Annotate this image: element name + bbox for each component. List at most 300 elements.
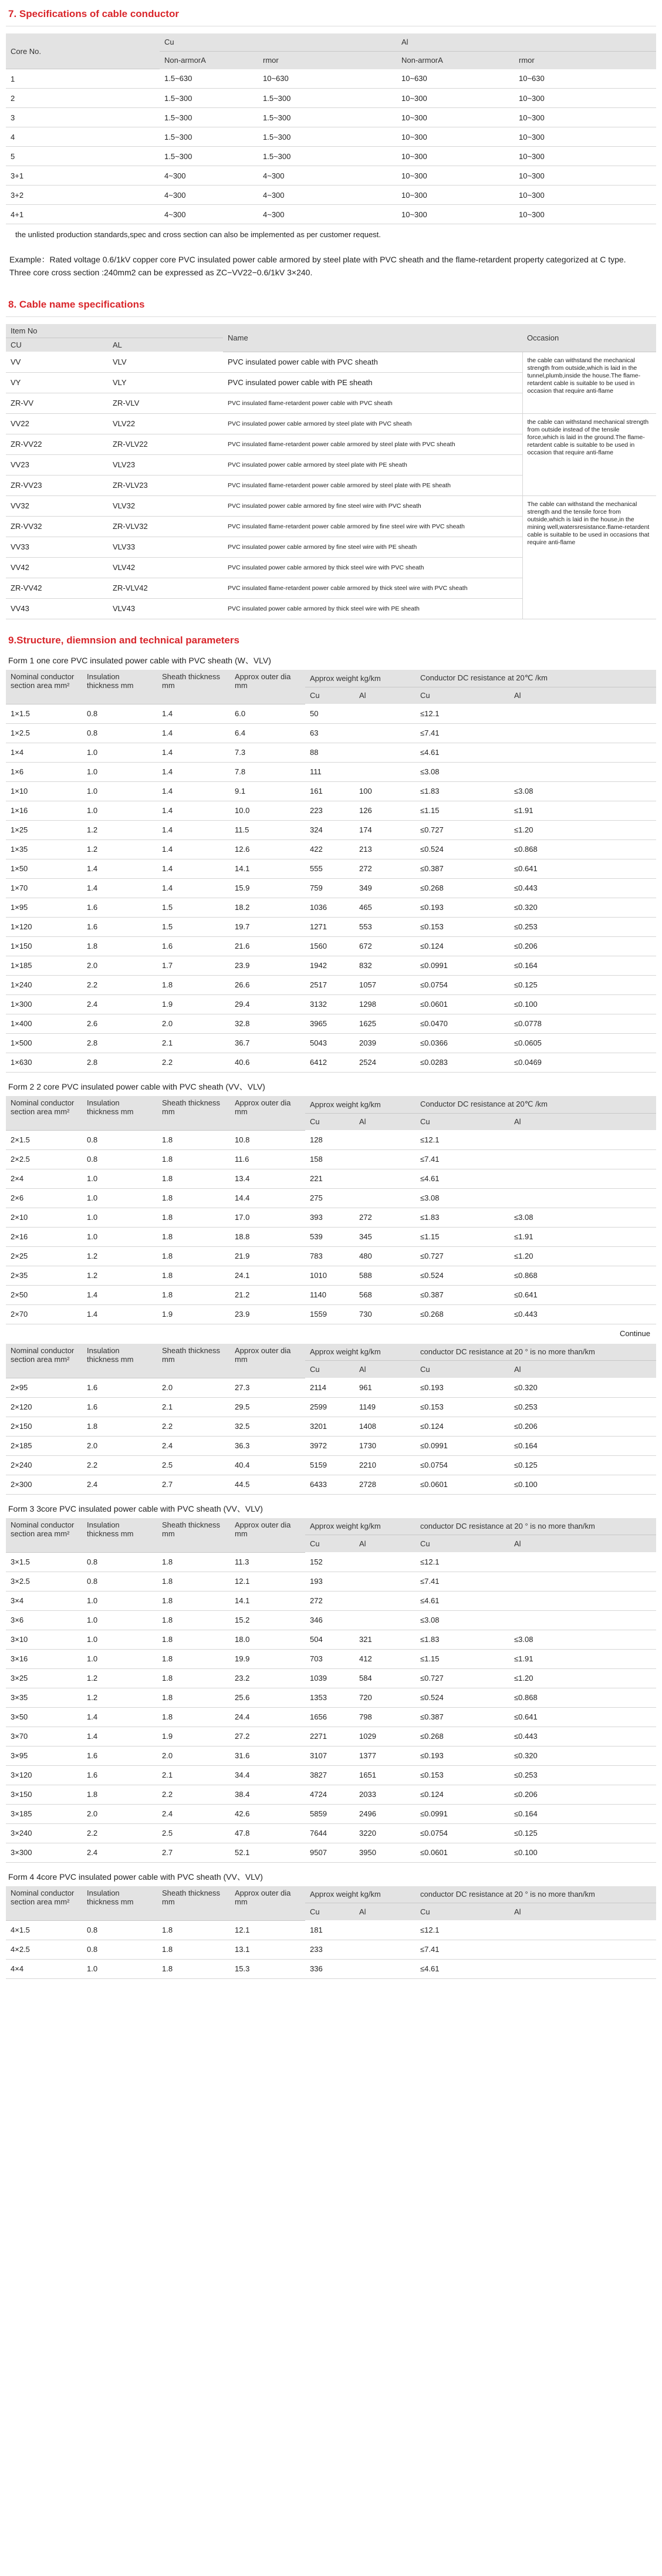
- table-cell: 3972: [305, 1436, 354, 1455]
- table-cell: 1.0: [82, 801, 157, 820]
- table-cell: 1.4: [82, 1285, 157, 1304]
- table-cell: ≤0.125: [509, 975, 656, 994]
- table-cell: [509, 1572, 656, 1591]
- table-cell: 11.6: [230, 1149, 305, 1169]
- table-cell: 12.6: [230, 839, 305, 859]
- table-cell: PVC insulated power cable with PVC sheath: [223, 352, 522, 372]
- table-cell: 29.4: [230, 994, 305, 1014]
- table-cell: 2.0: [82, 956, 157, 975]
- table-cell: 2×35: [6, 1266, 82, 1285]
- table-cell: 10~630: [258, 69, 397, 89]
- table-row: [6, 1959, 656, 1978]
- table-cell: ≤1.83: [416, 781, 509, 801]
- table-cell: 1.5~300: [160, 147, 258, 166]
- table-cell: ≤0.0754: [416, 1455, 509, 1475]
- col-sheath: Sheath thickness mm: [157, 1344, 230, 1378]
- table-row: [6, 975, 656, 994]
- col-weight-al: Al: [354, 1903, 416, 1920]
- table-cell: [354, 1169, 416, 1188]
- table-cell: 2×25: [6, 1246, 82, 1266]
- table-cell: VLY: [108, 372, 223, 393]
- table-cell: VY: [6, 372, 108, 393]
- table-row: [6, 69, 656, 89]
- table-cell: 1×10: [6, 781, 82, 801]
- table-cell: 1.4: [157, 859, 230, 878]
- table-cell: 1.0: [82, 1649, 157, 1668]
- col-res-cu: Cu: [416, 687, 509, 704]
- col-section-area: Nominal conductor section area mm²: [6, 1096, 82, 1131]
- table-cell: ≤0.153: [416, 1397, 509, 1417]
- table-cell: 158: [305, 1149, 354, 1169]
- table-cell: 2.2: [157, 1785, 230, 1804]
- table-cell: 18.0: [230, 1630, 305, 1649]
- table-cell: 10~300: [514, 127, 656, 147]
- table-cell: VLV43: [108, 598, 223, 619]
- table-cell: 1.5~300: [160, 127, 258, 147]
- table-cell: 3×10: [6, 1630, 82, 1649]
- table-cell: 233: [305, 1940, 354, 1959]
- table-row: [6, 801, 656, 820]
- table-cell: ≤4.61: [416, 1959, 509, 1978]
- table-cell: 2210: [354, 1455, 416, 1475]
- table-cell: 10~300: [397, 166, 514, 186]
- table-cell: ≤0.320: [509, 1746, 656, 1765]
- table-cell: 1.9: [157, 1304, 230, 1324]
- table-cell: 1.4: [82, 1707, 157, 1727]
- table-cell: 2496: [354, 1804, 416, 1823]
- table-cell: PVC insulated flame-retardent power cable armored by fine steel wire with PVC sheath: [223, 516, 522, 537]
- table-cell: ≤0.0605: [509, 1033, 656, 1053]
- table-cell: 15.3: [230, 1959, 305, 1978]
- table-cell: 3×4: [6, 1591, 82, 1610]
- table-cell: 3201: [305, 1417, 354, 1436]
- table-cell: 1.0: [82, 1610, 157, 1630]
- cable-name-body: [6, 352, 656, 619]
- table-cell: 0.8: [82, 1920, 157, 1940]
- table-cell: ≤7.41: [416, 723, 509, 743]
- col-item-no: Item No: [6, 324, 223, 338]
- table-cell: ZR-VV22: [6, 434, 108, 454]
- col-outer-dia: Approx outer dia mm: [230, 670, 305, 704]
- col-insulation: Insulation thickness mm: [82, 670, 157, 704]
- table-row: [6, 1285, 656, 1304]
- table-row: [6, 1765, 656, 1785]
- table-cell: 63: [305, 723, 354, 743]
- col-res-cu: Cu: [416, 1361, 509, 1378]
- table-cell: 480: [354, 1246, 416, 1266]
- table-cell: 2599: [305, 1397, 354, 1417]
- table-cell: [354, 704, 416, 723]
- table-cell: ≤1.91: [509, 801, 656, 820]
- table-cell: 9.1: [230, 781, 305, 801]
- table-cell: 1.6: [82, 1765, 157, 1785]
- table-cell: 1.4: [157, 878, 230, 898]
- table-cell: 2×185: [6, 1436, 82, 1455]
- example-line-1: Example：Rated voltage 0.6/1kV copper core PVC insulated power cable armored by steel plate with PVC sheath and the flame-retardent property categorized at C type.: [9, 255, 626, 264]
- table-cell: 12.1: [230, 1572, 305, 1591]
- table-cell: 1×50: [6, 859, 82, 878]
- table-cell: 2×50: [6, 1285, 82, 1304]
- table-cell: 0.8: [82, 1572, 157, 1591]
- table-cell: ≤0.206: [509, 1785, 656, 1804]
- table-cell: ≤0.0470: [416, 1014, 509, 1033]
- table-row: [6, 781, 656, 801]
- table-cell: 1.6: [82, 917, 157, 936]
- table-cell: ≤0.0601: [416, 994, 509, 1014]
- table-cell: 3965: [305, 1014, 354, 1033]
- table-cell: 1.8: [157, 1572, 230, 1591]
- table-cell: 4~300: [258, 166, 397, 186]
- table-cell: 3107: [305, 1746, 354, 1765]
- table-cell: 21.2: [230, 1285, 305, 1304]
- form-2-continued-table: [6, 1344, 656, 1495]
- table-cell: PVC insulated flame-retardent power cable armored by steel plate with PE sheath: [223, 475, 522, 495]
- table-cell: PVC insulated flame-retardent power cable armored by thick steel wire with PVC sheath: [223, 578, 522, 598]
- table-cell: 720: [354, 1688, 416, 1707]
- table-cell: [354, 723, 416, 743]
- table-cell: 223: [305, 801, 354, 820]
- table-cell: 1.0: [82, 1227, 157, 1246]
- table-cell: 2.0: [157, 1746, 230, 1765]
- table-cell: 193: [305, 1572, 354, 1591]
- table-cell: 27.3: [230, 1378, 305, 1397]
- table-cell: 1651: [354, 1765, 416, 1785]
- table-cell: 32.8: [230, 1014, 305, 1033]
- section-9-title: 9.Structure, diemnsion and technical parameters: [8, 634, 239, 646]
- table-cell: ≤0.868: [509, 1266, 656, 1285]
- table-cell: 2.0: [157, 1014, 230, 1033]
- table-cell: ≤0.0754: [416, 975, 509, 994]
- table-cell: VV22: [6, 413, 108, 434]
- table-cell: 2.5: [157, 1455, 230, 1475]
- table-row: [6, 1707, 656, 1727]
- table-row: [6, 1149, 656, 1169]
- table-cell: 2.7: [157, 1475, 230, 1494]
- table-row: [6, 1668, 656, 1688]
- table-cell: 1298: [354, 994, 416, 1014]
- col-res-al: Al: [509, 1535, 656, 1552]
- table-row: [6, 723, 656, 743]
- table-cell: 1.8: [157, 1246, 230, 1266]
- table-cell: 1.0: [82, 1630, 157, 1649]
- col-res-al: Al: [509, 687, 656, 704]
- table-cell: ≤0.253: [509, 1397, 656, 1417]
- form-4-caption: Form 4 4core PVC insulated power cable with PVC sheath (VV、VLV): [8, 1872, 263, 1882]
- table-cell: 1560: [305, 936, 354, 956]
- table-row: [6, 1188, 656, 1208]
- table-cell: 1.8: [157, 1169, 230, 1188]
- table-cell: 0.8: [82, 1552, 157, 1572]
- table-row: [6, 108, 656, 127]
- table-cell: 1029: [354, 1727, 416, 1746]
- table-cell: 349: [354, 878, 416, 898]
- table-cell: 2.5: [157, 1823, 230, 1843]
- table-cell: VLV23: [108, 454, 223, 475]
- table-cell: 10~300: [514, 186, 656, 205]
- table-cell: VLV32: [108, 495, 223, 516]
- col-weight-cu: Cu: [305, 1113, 354, 1130]
- table-cell: 1.8: [157, 1668, 230, 1688]
- table-cell: ≤0.320: [509, 1378, 656, 1397]
- table-cell: 1.8: [82, 1417, 157, 1436]
- col-section-area: Nominal conductor section area mm²: [6, 1344, 82, 1378]
- table-cell: 1×500: [6, 1033, 82, 1053]
- table-cell: 465: [354, 898, 416, 917]
- table-cell: 832: [354, 956, 416, 975]
- table-row: [6, 166, 656, 186]
- table-cell: ≤0.0991: [416, 956, 509, 975]
- table-cell: 555: [305, 859, 354, 878]
- table-cell: PVC insulated power cable with PE sheath: [223, 372, 522, 393]
- table-cell: ≤1.91: [509, 1227, 656, 1246]
- table-cell: 221: [305, 1169, 354, 1188]
- example-line-2: Three core cross section :240mm2 can be expressed as ZC−VV22−0.6/1kV 3×240.: [9, 268, 313, 277]
- table-row: [6, 1610, 656, 1630]
- table-cell: 2×10: [6, 1208, 82, 1227]
- col-section-area: Nominal conductor section area mm²: [6, 1518, 82, 1553]
- table-cell: [354, 762, 416, 781]
- table-cell: ≤1.83: [416, 1208, 509, 1227]
- table-row: [6, 1688, 656, 1707]
- table-cell: 11.5: [230, 820, 305, 839]
- table-cell: ZR-VLV32: [108, 516, 223, 537]
- table-cell: [509, 1130, 656, 1149]
- table-cell: 1.8: [157, 1188, 230, 1208]
- table-row: [6, 1630, 656, 1649]
- table-cell: 42.6: [230, 1804, 305, 1823]
- table-cell: 1.4: [157, 801, 230, 820]
- table-cell: 275: [305, 1188, 354, 1208]
- table-cell: 111: [305, 762, 354, 781]
- table-cell: 152: [305, 1552, 354, 1572]
- table-cell: [354, 1572, 416, 1591]
- table-cell: 2×1.5: [6, 1130, 82, 1149]
- table-cell: 1.4: [157, 820, 230, 839]
- col-dc-resistance: Conductor DC resistance at 20℃ /km: [416, 1096, 656, 1114]
- table-cell: 10~300: [514, 108, 656, 127]
- table-row: [6, 1227, 656, 1246]
- table-cell: 2033: [354, 1785, 416, 1804]
- table-cell: 1×16: [6, 801, 82, 820]
- table-cell: 0.8: [82, 1940, 157, 1959]
- table-cell: ZR-VV42: [6, 578, 108, 598]
- table-cell: ≤0.641: [509, 859, 656, 878]
- table-cell: ≤3.08: [509, 781, 656, 801]
- col-insulation: Insulation thickness mm: [82, 1096, 157, 1131]
- table-cell: ≤0.100: [509, 1475, 656, 1494]
- table-row: [6, 1033, 656, 1053]
- table-cell: 1.8: [157, 1266, 230, 1285]
- table-cell: 213: [354, 839, 416, 859]
- table-cell: 5159: [305, 1455, 354, 1475]
- table-cell: 272: [354, 859, 416, 878]
- table-cell: 1.8: [157, 1552, 230, 1572]
- table-cell: 36.7: [230, 1033, 305, 1053]
- table-cell: ≤0.164: [509, 956, 656, 975]
- form-2-caption: Form 2 2 core PVC insulated power cable with PVC sheath (VV、VLV): [8, 1081, 265, 1091]
- table-cell: 4724: [305, 1785, 354, 1804]
- col-cu-armor: rmor: [258, 51, 397, 69]
- table-cell: 1: [6, 69, 160, 89]
- table-cell: 3×240: [6, 1823, 82, 1843]
- table-cell: 10~630: [397, 69, 514, 89]
- table-row: [6, 936, 656, 956]
- table-row: [6, 1266, 656, 1285]
- table-cell: 2.2: [157, 1417, 230, 1436]
- table-cell: ≤7.41: [416, 1940, 509, 1959]
- col-outer-dia: Approx outer dia mm: [230, 1886, 305, 1921]
- table-row: [6, 956, 656, 975]
- table-cell: 504: [305, 1630, 354, 1649]
- table-cell: 2×4: [6, 1169, 82, 1188]
- table-cell: 1.8: [157, 1227, 230, 1246]
- table-cell: 672: [354, 936, 416, 956]
- table-cell: 346: [305, 1610, 354, 1630]
- table-cell: 1353: [305, 1688, 354, 1707]
- table-row: [6, 1785, 656, 1804]
- table-cell: ≤0.193: [416, 1746, 509, 1765]
- table-cell: 10.8: [230, 1130, 305, 1149]
- table-cell: 18.2: [230, 898, 305, 917]
- table-cell: VLV: [108, 352, 223, 372]
- table-cell: ≤3.08: [416, 762, 509, 781]
- table-cell: VV43: [6, 598, 108, 619]
- table-cell: 10~300: [514, 166, 656, 186]
- table-cell: ZR-VLV42: [108, 578, 223, 598]
- col-res-al: Al: [509, 1361, 656, 1378]
- table-cell: 9507: [305, 1843, 354, 1862]
- table-cell: 3132: [305, 994, 354, 1014]
- table-cell: PVC insulated flame-retardent power cable with PVC sheath: [223, 393, 522, 413]
- col-cu: Cu: [160, 33, 397, 51]
- table-cell: ≤0.0778: [509, 1014, 656, 1033]
- table-row: [6, 878, 656, 898]
- table-cell: ≤12.1: [416, 704, 509, 723]
- table-cell: 10~300: [397, 108, 514, 127]
- table-cell: 1.9: [157, 1727, 230, 1746]
- col-insulation: Insulation thickness mm: [82, 1886, 157, 1921]
- table-cell: ≤0.253: [509, 1765, 656, 1785]
- table-cell: ≤0.125: [509, 1455, 656, 1475]
- table-cell: 2: [6, 89, 160, 108]
- table-cell: 3827: [305, 1765, 354, 1785]
- table-cell: 1.0: [82, 781, 157, 801]
- table-cell: 2.1: [157, 1033, 230, 1053]
- table-cell: 2.0: [157, 1378, 230, 1397]
- table-cell: 1.8: [157, 1149, 230, 1169]
- col-dc-resistance: conductor DC resistance at 20 ° is no more than/km: [416, 1518, 656, 1535]
- table-cell: 1039: [305, 1668, 354, 1688]
- table-cell: 10~300: [397, 186, 514, 205]
- table-cell: ≤0.206: [509, 936, 656, 956]
- table-cell: 3+2: [6, 186, 160, 205]
- table-cell: 19.7: [230, 917, 305, 936]
- table-cell: ≤0.387: [416, 859, 509, 878]
- table-cell: 1.9: [157, 994, 230, 1014]
- table-cell: ≤3.08: [509, 1630, 656, 1649]
- table-cell: 2×16: [6, 1227, 82, 1246]
- table-cell: 10.0: [230, 801, 305, 820]
- table-cell: ≤0.641: [509, 1707, 656, 1727]
- table-cell: 10~300: [514, 89, 656, 108]
- table-cell: 2.1: [157, 1397, 230, 1417]
- table-cell: [509, 1959, 656, 1978]
- table-cell: [509, 723, 656, 743]
- table-cell: 324: [305, 820, 354, 839]
- table-cell: 2.1: [157, 1765, 230, 1785]
- col-res-cu: Cu: [416, 1903, 509, 1920]
- col-item-al: AL: [108, 338, 223, 352]
- table-cell: 2.2: [82, 1823, 157, 1843]
- table-cell: 1×300: [6, 994, 82, 1014]
- table-cell: 10~300: [397, 205, 514, 224]
- table-cell: ≤0.0754: [416, 1823, 509, 1843]
- table-cell: ZR-VLV23: [108, 475, 223, 495]
- form-4-table: [6, 1886, 656, 1979]
- table-row: [6, 352, 656, 372]
- table-cell: 1.0: [82, 762, 157, 781]
- table-cell: 1×1.5: [6, 704, 82, 723]
- table-cell: ≤1.20: [509, 1668, 656, 1688]
- table-cell: 1.4: [82, 859, 157, 878]
- continue-label: Continue: [619, 1329, 650, 1338]
- table-cell: 1×185: [6, 956, 82, 975]
- table-cell: 24.1: [230, 1266, 305, 1285]
- table-cell: ≤1.15: [416, 801, 509, 820]
- table-cell: 539: [305, 1227, 354, 1246]
- table-cell: 1×35: [6, 839, 82, 859]
- conductor-spec-body: [6, 69, 656, 224]
- table-cell: 3×2.5: [6, 1572, 82, 1591]
- table-cell: 584: [354, 1668, 416, 1688]
- table-cell: 588: [354, 1266, 416, 1285]
- table-cell: 27.2: [230, 1727, 305, 1746]
- table-cell: 40.6: [230, 1053, 305, 1072]
- table-cell: 7.8: [230, 762, 305, 781]
- table-cell: ≤0.320: [509, 898, 656, 917]
- table-cell: 4×4: [6, 1959, 82, 1978]
- table-row: [6, 1649, 656, 1668]
- occasion-cell: The cable can withstand the mechanical strength and the tensile force from outside,which is laid in the house,in the mining well,watersresistance.flame-retardent cable is suitable to be used in occasions that require anti-flame: [522, 495, 656, 619]
- col-weight-al: Al: [354, 1535, 416, 1552]
- table-cell: 1625: [354, 1014, 416, 1033]
- table-cell: ≤0.0469: [509, 1053, 656, 1072]
- table-cell: ≤1.91: [509, 1649, 656, 1668]
- table-row: [6, 994, 656, 1014]
- table-row: [6, 186, 656, 205]
- table-cell: 2×6: [6, 1188, 82, 1208]
- table-cell: 126: [354, 801, 416, 820]
- table-cell: 1×25: [6, 820, 82, 839]
- table-cell: 14.1: [230, 859, 305, 878]
- table-row: [6, 1246, 656, 1266]
- table-cell: 4: [6, 127, 160, 147]
- table-cell: 1.0: [82, 1591, 157, 1610]
- table-cell: 26.6: [230, 975, 305, 994]
- table-cell: 1×150: [6, 936, 82, 956]
- table-cell: 783: [305, 1246, 354, 1266]
- table-cell: 10~300: [514, 147, 656, 166]
- table-cell: PVC insulated flame-retardent power cable armored by steel plate with PVC sheath: [223, 434, 522, 454]
- table-cell: PVC insulated power cable armored by fine steel wire with PVC sheath: [223, 495, 522, 516]
- col-outer-dia: Approx outer dia mm: [230, 1518, 305, 1553]
- table-cell: 1.4: [82, 878, 157, 898]
- table-cell: 2.2: [82, 975, 157, 994]
- section-7-title: 7. Specifications of cable conductor: [8, 8, 179, 19]
- form-1-table: [6, 670, 656, 1073]
- table-cell: 1.5: [157, 898, 230, 917]
- table-cell: 4~300: [160, 205, 258, 224]
